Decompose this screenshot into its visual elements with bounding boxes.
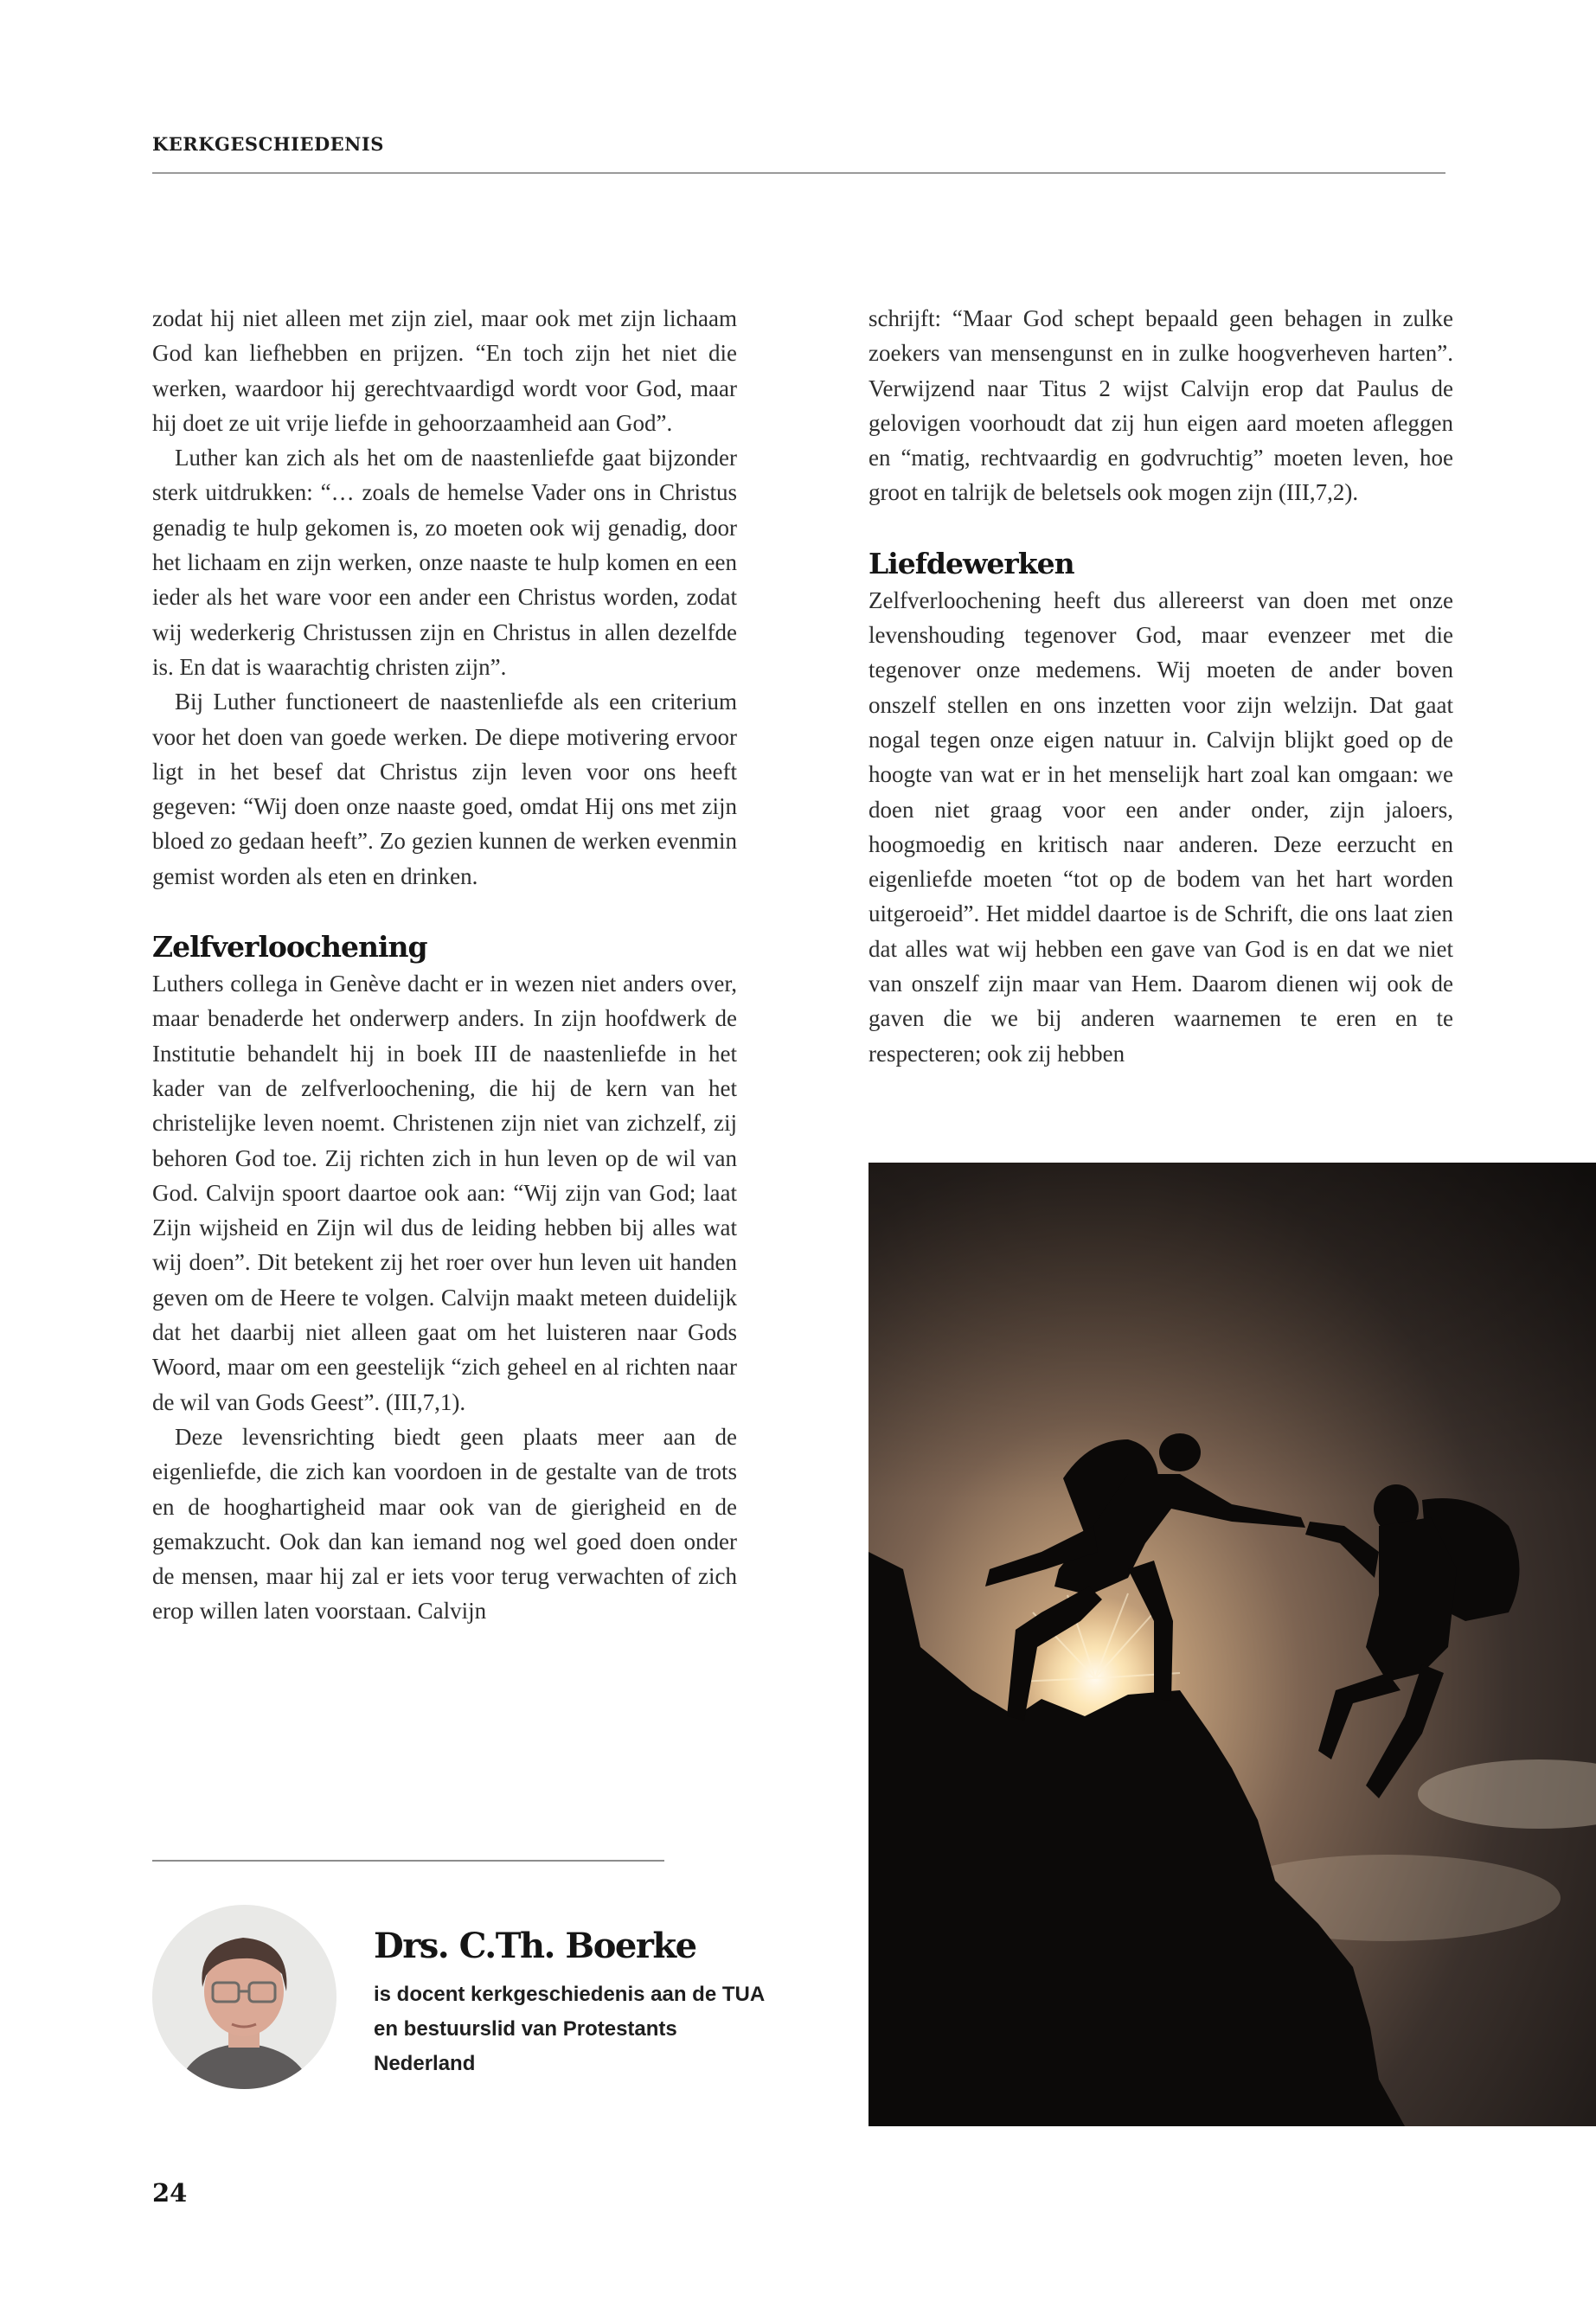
section-label: KERKGESCHIEDENIS	[152, 133, 384, 155]
author-bio: is docent kerkgeschiedenis aan de TUA en bestuurslid van Protestants Nederland	[374, 1983, 765, 2075]
paragraph: Luther kan zich als het om de naastenliefde gaat bijzonder sterk uitdrukken: “… zoals de hemelse Vader ons in Christus genadig te hulp gekomen is, zo moeten ook wij genadig, door het lichaam en zijn werken, onze naaste te hulp komen en een ieder als het ware voor een ander een Christus worden, zodat wij wederkerig Christussen zijn en Christus in allen dezelfde is. En dat is waarachtig christen zijn”.	[152, 445, 737, 680]
paragraph: schrijft: “Maar God schept bepaald geen behagen in zulke zoekers van mensengunst en in zulke hoogverheven harten”. Verwijzend naar Titus 2 wijst Calvijn erop dat Paulus de gelovigen voorhoudt dat zij hun eigen aard moeten afleggen en “matig, rechtvaardig en godvruchtig” moeten leven, hoe groot en talrijk de beletsels ook mogen zijn (III,7,2).	[869, 305, 1453, 506]
right-column	[869, 301, 1453, 1071]
subheading-zelfverloochening: Zelfverloochening	[152, 930, 427, 965]
author-name: Drs. C.Th. Boerke	[374, 1926, 696, 1966]
paragraph: Luthers collega in Genève dacht er in wezen niet anders over, maar benaderde het onderwerp anders. In zijn hoofdwerk de Institutie behandelt hij in boek III de naastenliefde in het kader van de zelfverloochening, die hij de kern van het christelijke leven noemt. Christenen zijn niet van zichzelf, zij behoren God toe. Zij richten zich in hun leven op de wil van God. Calvijn spoort daartoe ook aan: “Wij zijn van God; laat Zijn wijsheid en Zijn wil dus de leiding hebben bij alles wat wij doen”. Dit betekent zij het roer over hun leven uit handen geven om de Heere te volgen. Calvijn maakt meteen duidelijk dat het daarbij niet alleen gaat om het luisteren naar Gods Woord, maar om een geestelijk “zich geheel en al richten naar de wil van Gods Geest”. (III,7,1).	[152, 971, 737, 1415]
subheading-liefdewerken: Liefdewerken	[869, 546, 1074, 580]
paragraph: Deze levensrichting biedt geen plaats meer aan de eigenliefde, die zich kan voordoen in de gestalte van de trots en de hooghartigheid maar ook van de gierigheid en de gemakzucht. Ook dan kan iemand nog wel goed doen onder de mensen, maar hij zal er iets voor terug verwachten of zich erop willen laten voorstaan. Calvijn	[152, 1423, 737, 1625]
author-divider	[152, 1860, 664, 1862]
paragraph: Zelfverloochening heeft dus allereerst van doen met onze levenshouding tegenover God, maar evenzeer met die tegenover onze medemens. Wij moeten de ander boven onszelf stellen en ons inzetten voor zijn welzijn. Dat gaat nogal tegen onze eigen natuur in. Calvijn blijkt goed op de hoogte van wat er in het menselijk hart zoal kan omgaan: we doen niet graag voor een ander onder, zijn jaloers, hoogmoedig en kritisch naar anderen. Deze eerzucht en eigenliefde moeten “tot op de bodem van het hart worden uitgeroeid”. Het middel daartoe is de Schrift, die ons laat zien dat alles wat wij hebben een gave van God is en dat we niet van onszelf zijn maar van Hem. Daarom dienen wij ook de gaven die we bij anderen waarnemen te eren en te respecteren; ook zij hebben	[869, 586, 1453, 1067]
climbers-silhouette-photo	[869, 1163, 1596, 2126]
paragraph: Bij Luther functioneert de naastenliefde als een criterium voor het doen van goede werken. De diepe motivering ervoor ligt in het besef dat Christus zijn leven voor ons heeft gegeven: “Wij doen onze naaste goed, omdat Hij ons met zijn bloed zo gedaan heeft”. Zo gezien kunnen de werken evenmin gemist worden als eten en drinken.	[152, 689, 737, 889]
left-column	[152, 301, 737, 1629]
page-number: 24	[152, 2178, 188, 2208]
header-divider	[152, 172, 1445, 174]
author-avatar	[152, 1905, 337, 2089]
paragraph: zodat hij niet alleen met zijn ziel, maar ook met zijn lichaam God kan liefhebben en prijzen. “En toch zijn het niet die werken, waardoor hij gerechtvaardigd wordt voor God, maar hij doet ze uit vrije liefde in gehoorzaamheid aan God”.	[152, 305, 737, 436]
